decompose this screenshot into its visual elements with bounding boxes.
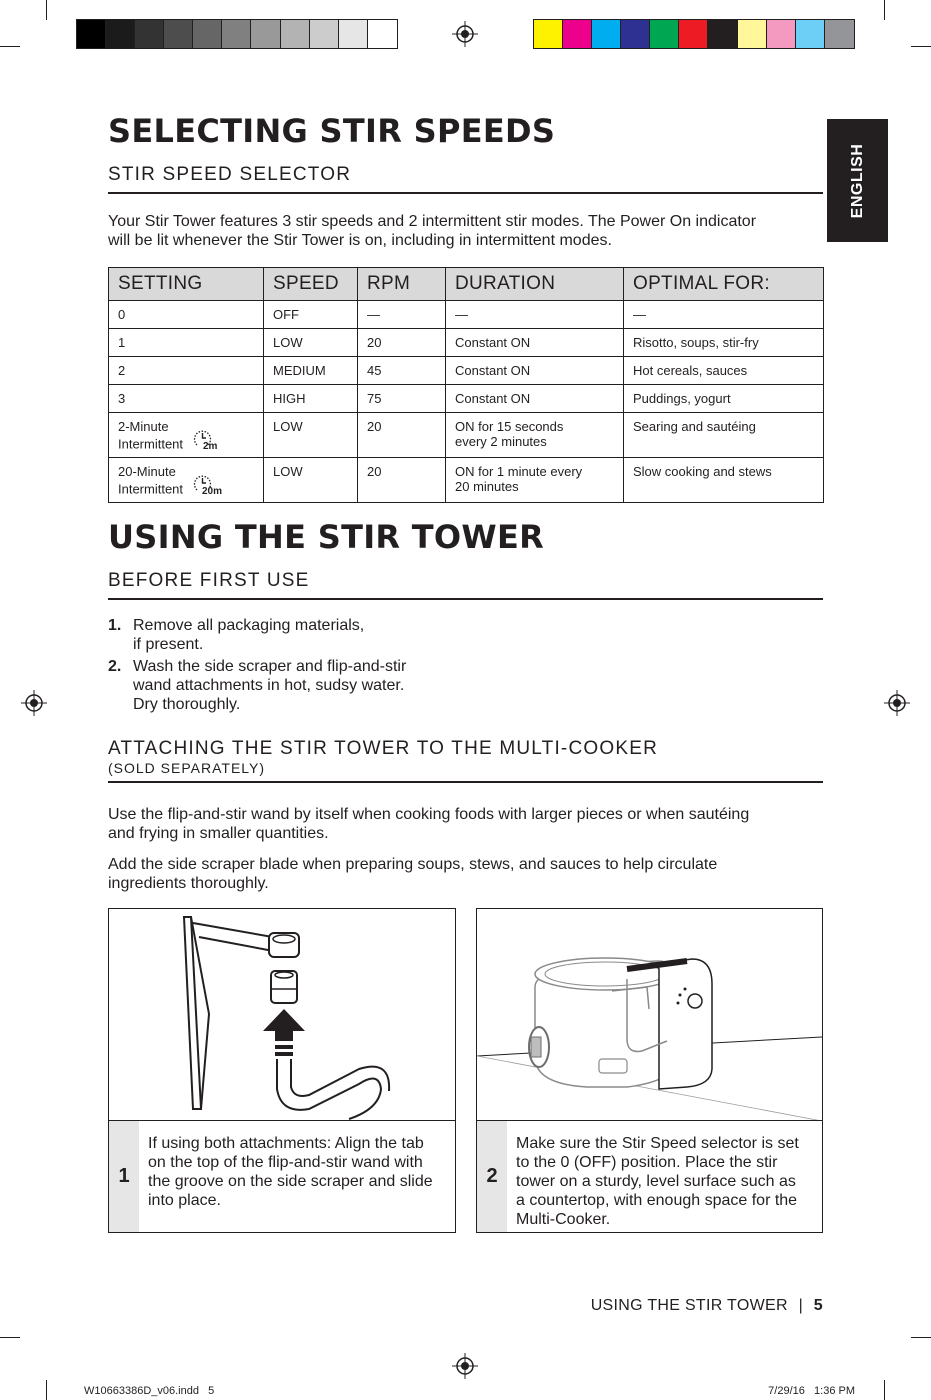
stir-speed-intro: Your Stir Tower features 3 stir speeds and 2 intermittent stir modes. The Power On indicator will be lit whenever the Stir Tower is on, including in intermittent modes. xyxy=(108,213,757,249)
table-row xyxy=(109,385,824,413)
step-text: Wash the side scraper and flip-and-stir xyxy=(133,658,407,675)
table-cell: Constant ON xyxy=(446,329,624,357)
table-cell: 1 xyxy=(109,329,264,357)
table-cell: — xyxy=(446,301,624,329)
table-cell: LOW xyxy=(264,413,358,458)
table-cell xyxy=(109,413,264,458)
color-swatch xyxy=(563,20,592,48)
section-title-using-the-stir-tower: USING THE STIR TOWER xyxy=(108,518,545,556)
timer-icon-label: 2m xyxy=(202,441,218,450)
timer-icon-label: 20m xyxy=(201,486,222,495)
registration-mark-icon xyxy=(452,21,478,47)
list-item xyxy=(108,616,468,654)
table-header-cell: SETTING xyxy=(109,268,264,301)
duration-text: every 2 minutes xyxy=(455,434,547,449)
color-swatch xyxy=(281,20,310,48)
table-cell xyxy=(446,458,624,503)
multi-cooker-with-stir-tower-illustration xyxy=(477,909,822,1121)
subhead-note: (SOLD SEPARATELY) xyxy=(108,760,266,776)
color-swatch xyxy=(164,20,193,48)
table-row xyxy=(109,413,824,458)
attaching-para-2: Add the side scraper blade when preparing soups, stews, and sauces to help circulate ingredients thoroughly. xyxy=(108,856,718,892)
subhead-main: ATTACHING THE STIR TOWER TO THE MULTI-COOKER xyxy=(108,738,659,759)
panel-caption xyxy=(109,1120,455,1232)
slug-date: 7/29/16 1:36 PM xyxy=(768,1385,855,1397)
table-header-cell: OPTIMAL FOR: xyxy=(624,268,824,301)
color-swatch xyxy=(650,20,679,48)
language-tab xyxy=(827,119,888,242)
panel-caption xyxy=(477,1120,822,1232)
table-cell: 20 xyxy=(358,458,446,503)
duration-text: ON for 1 minute every xyxy=(455,464,583,479)
color-swatch xyxy=(368,20,397,48)
table-cell: LOW xyxy=(264,458,358,503)
attaching-para-1: Use the flip-and-stir wand by itself when cooking foods with larger pieces or when sautéing and frying in smaller quantities. xyxy=(108,806,750,842)
section-title-selecting-stir-speeds: SELECTING STIR SPEEDS xyxy=(108,112,556,150)
table-cell xyxy=(109,458,264,503)
table-cell: Risotto, soups, stir-fry xyxy=(624,329,824,357)
table-cell: — xyxy=(358,301,446,329)
table-cell: LOW xyxy=(264,329,358,357)
panel-text: If using both attachments: Align the tab on the top of the flip-and-stir wand with the groove on the side scraper and slide into place. xyxy=(148,1135,433,1209)
color-swatch xyxy=(708,20,737,48)
table-cell: 2 xyxy=(109,357,264,385)
setting-label: Intermittent xyxy=(118,436,184,452)
grayscale-color-bar xyxy=(76,19,398,49)
subhead-before-first-use: BEFORE FIRST USE xyxy=(108,570,823,600)
color-swatch xyxy=(106,20,135,48)
table-row xyxy=(109,357,824,385)
table-cell: 0 xyxy=(109,301,264,329)
panel-number: 1 xyxy=(109,1121,139,1232)
table-header-cell: SPEED xyxy=(264,268,358,301)
table-cell: 75 xyxy=(358,385,446,413)
step-text: wand attachments in hot, sudsy water. xyxy=(133,677,405,694)
stir-speed-table xyxy=(108,267,824,503)
color-swatch xyxy=(193,20,222,48)
table-row xyxy=(109,301,824,329)
list-item xyxy=(108,657,468,714)
setting-label: 2-Minute xyxy=(118,419,169,434)
table-row xyxy=(109,458,824,503)
table-cell: Searing and sautéing xyxy=(624,413,824,458)
registration-mark-icon xyxy=(452,1353,478,1379)
step-number: 2. xyxy=(108,658,122,675)
table-cell: 45 xyxy=(358,357,446,385)
color-swatch xyxy=(592,20,621,48)
table-cell: HIGH xyxy=(264,385,358,413)
page-footer xyxy=(591,1297,823,1315)
first-use-steps xyxy=(108,616,468,717)
step-number: 1. xyxy=(108,617,122,634)
footer-section-label: USING THE STIR TOWER xyxy=(590,1297,788,1314)
table-cell: 20 xyxy=(358,413,446,458)
table-cell: Slow cooking and stews xyxy=(624,458,824,503)
step-text: Dry thoroughly. xyxy=(133,696,241,713)
instruction-panel-1 xyxy=(108,908,456,1233)
table-header-cell: RPM xyxy=(358,268,446,301)
registration-mark-icon xyxy=(21,690,47,716)
color-swatch xyxy=(825,20,854,48)
table-header-cell: DURATION xyxy=(446,268,624,301)
table-cell xyxy=(446,413,624,458)
table-row xyxy=(109,329,824,357)
table-cell: Constant ON xyxy=(446,357,624,385)
subhead-attaching-stir-tower xyxy=(108,738,823,783)
color-swatch xyxy=(77,20,106,48)
table-cell: — xyxy=(624,301,824,329)
duration-text: 20 minutes xyxy=(455,479,519,494)
duration-text: ON for 15 seconds xyxy=(455,419,564,434)
language-tab-label: ENGLISH xyxy=(848,143,866,218)
table-cell: Puddings, yogurt xyxy=(624,385,824,413)
color-swatch xyxy=(796,20,825,48)
table-cell: Hot cereals, sauces xyxy=(624,357,824,385)
color-swatch xyxy=(767,20,796,48)
intermittent-timer-icon xyxy=(191,428,225,450)
color-swatch xyxy=(310,20,339,48)
process-color-bar xyxy=(533,19,855,49)
setting-label: Intermittent xyxy=(118,481,184,497)
step-text: if present. xyxy=(133,636,204,653)
slug-file-info: W10663386D_v06.indd 5 xyxy=(84,1385,215,1397)
color-swatch xyxy=(251,20,280,48)
flip-and-stir-wand-illustration xyxy=(109,909,455,1121)
panel-number: 2 xyxy=(477,1121,507,1232)
color-swatch xyxy=(222,20,251,48)
table-cell: MEDIUM xyxy=(264,357,358,385)
color-swatch xyxy=(534,20,563,48)
color-swatch xyxy=(621,20,650,48)
page-number: 5 xyxy=(813,1297,823,1314)
color-swatch xyxy=(135,20,164,48)
table-cell: Constant ON xyxy=(446,385,624,413)
color-swatch xyxy=(738,20,767,48)
table-cell: 20 xyxy=(358,329,446,357)
table-cell: OFF xyxy=(264,301,358,329)
setting-label: 20-Minute xyxy=(118,464,176,479)
intermittent-timer-icon xyxy=(191,473,225,495)
table-cell: 3 xyxy=(109,385,264,413)
registration-mark-icon xyxy=(884,690,910,716)
color-swatch xyxy=(339,20,368,48)
instruction-panel-2 xyxy=(476,908,823,1233)
subhead-stir-speed-selector: STIR SPEED SELECTOR xyxy=(108,164,823,194)
panel-text: Make sure the Stir Speed selector is set to the 0 (OFF) position. Place the stir tower on a sturdy, level surface such as a countertop, with enough space for the Multi-Cooker. xyxy=(516,1135,799,1228)
color-swatch xyxy=(679,20,708,48)
table-header-row xyxy=(109,268,824,301)
footer-separator: | xyxy=(798,1297,804,1314)
step-text: Remove all packaging materials, xyxy=(133,617,365,634)
